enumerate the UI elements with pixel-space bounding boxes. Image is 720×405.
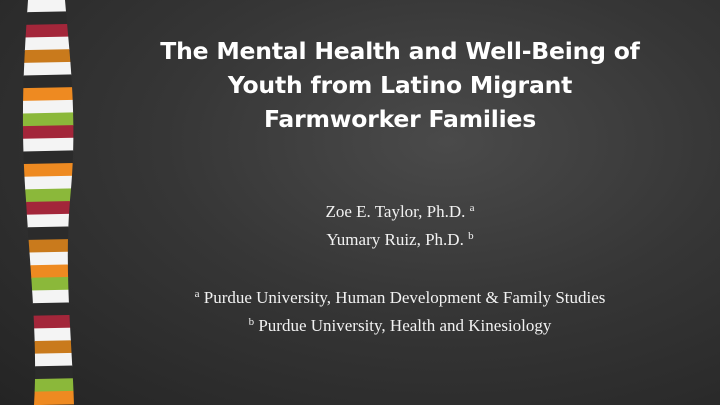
stripe-segment xyxy=(0,289,100,305)
stripe-segment xyxy=(0,378,100,393)
affiliation-list xyxy=(110,284,690,340)
author-list xyxy=(110,198,690,254)
author-2-superscript: b xyxy=(468,230,474,242)
stripe-segment xyxy=(0,125,100,140)
affiliation-1-superscript: a xyxy=(194,288,200,300)
stripe-segment xyxy=(0,226,100,242)
stripe-segment xyxy=(0,137,100,153)
affiliation-2-superscript: b xyxy=(248,316,255,328)
stripe-segment xyxy=(0,390,100,405)
stripe-segment xyxy=(0,36,100,51)
stripe-segment xyxy=(0,188,100,204)
stripe-segment xyxy=(0,276,100,292)
slide-title xyxy=(110,34,690,136)
affiliation-2-text: Purdue University, Health and Kinesiology xyxy=(258,316,552,335)
title-line-1: The Mental Health and Well-Being of xyxy=(160,37,640,65)
stripe-segment xyxy=(0,201,100,217)
stripe-segment xyxy=(0,163,100,179)
stripe-segment xyxy=(0,302,100,317)
stripe-segment xyxy=(0,213,100,228)
stripe-segment xyxy=(0,352,100,367)
stripe-segment xyxy=(0,150,100,165)
stripe-segment xyxy=(0,239,100,254)
affiliation-2 xyxy=(110,312,690,340)
stripe-segment xyxy=(0,61,100,76)
stripe-segment xyxy=(0,0,100,14)
stripe-segment xyxy=(0,87,100,102)
author-2 xyxy=(110,226,690,254)
stripe-segment xyxy=(0,365,100,381)
decorative-stripe-border xyxy=(0,0,100,405)
stripe-segment xyxy=(0,11,100,26)
author-2-name: Yumary Ruiz, Ph.D. xyxy=(326,230,464,249)
stripe-segment xyxy=(0,74,100,90)
affiliation-1-text: Purdue University, Human Development & Family Studies xyxy=(203,288,606,307)
stripe-segment xyxy=(0,327,100,342)
title-line-2: Youth from Latino Migrant xyxy=(227,71,573,99)
title-line-3: Farmworker Families xyxy=(263,105,537,133)
stripe-segment xyxy=(0,340,100,356)
author-1-name: Zoe E. Taylor, Ph.D. xyxy=(325,202,466,221)
stripe-segment xyxy=(0,23,100,39)
stripe-band xyxy=(0,0,100,405)
stripe-segment xyxy=(0,49,100,65)
stripe-segment xyxy=(0,99,100,114)
stripe-segment xyxy=(0,112,100,128)
stripe-segment xyxy=(0,175,100,190)
affiliation-1 xyxy=(110,284,690,312)
stripe-segment xyxy=(0,251,100,267)
stripe-segment xyxy=(0,314,100,330)
stripe-segment xyxy=(0,264,100,279)
author-1 xyxy=(110,198,690,226)
author-1-superscript: a xyxy=(469,202,475,214)
